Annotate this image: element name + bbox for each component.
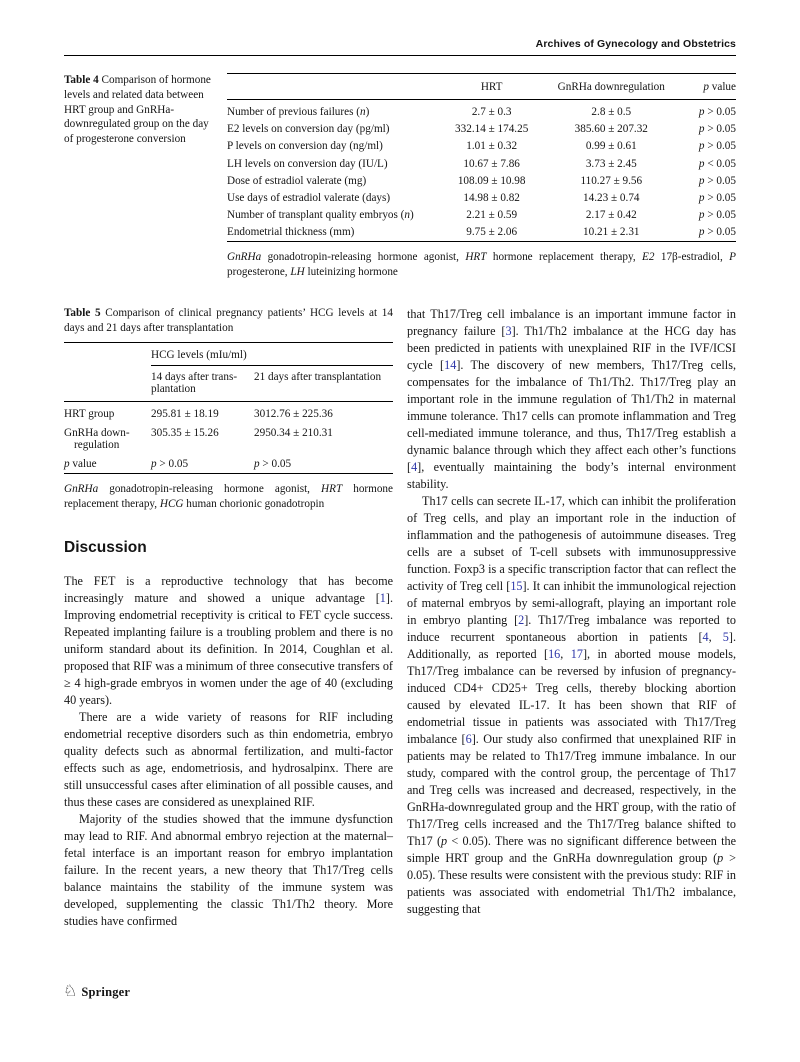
column-header-empty bbox=[227, 74, 436, 100]
column-header-hcg: HCG levels (mIu/ml) bbox=[151, 343, 393, 366]
text-segment: ]. Improving endometrial receptivity is critical to FET cycle success. Repeated implanting failure is a troubling problem and there is no uniform standard about its definition. In 2014, Coughlan et al. proposed that RIF was a minimum of three consecutive transfers of ≥ 4 high-grade embryos in women under the age of 40 (excluding 40 years). bbox=[64, 591, 393, 708]
table-row bbox=[227, 121, 736, 138]
text-segment: ]. Additionally, as reported [ bbox=[407, 629, 736, 661]
table-cell: 2.17 ± 0.42 bbox=[585, 209, 637, 222]
text-segment: > 0.05 bbox=[704, 140, 736, 153]
citation-link[interactable]: 17 bbox=[570, 646, 583, 661]
text-segment: HRT bbox=[321, 483, 343, 496]
column-header-hrt: HRT bbox=[480, 81, 503, 93]
text-segment: > 0.05 bbox=[704, 106, 736, 118]
table5 bbox=[64, 342, 393, 474]
text-segment: gonadotropin-releasing hormone agonist, bbox=[98, 483, 322, 496]
text-segment: 2950.34 ± 210.31 bbox=[254, 426, 333, 439]
text-segment: > 0.05 bbox=[704, 226, 736, 239]
table-row bbox=[64, 402, 393, 424]
text-segment: p bbox=[717, 850, 724, 865]
text-segment: > 0.05 bbox=[704, 209, 736, 222]
text-segment: HCG bbox=[159, 498, 184, 511]
row-label bbox=[227, 138, 436, 155]
citation-link[interactable]: 4 bbox=[702, 629, 709, 644]
text-segment: value bbox=[69, 457, 97, 470]
springer-wordmark: Springer bbox=[81, 984, 131, 999]
column-header-pvalue bbox=[675, 74, 736, 100]
discussion-heading: Discussion bbox=[64, 539, 147, 557]
text-segment: GnRHa bbox=[227, 250, 262, 263]
text-segment: Endometrial thickness (mm) bbox=[227, 226, 355, 239]
table5-caption bbox=[64, 306, 393, 335]
text-segment: Number of previous failures ( bbox=[227, 106, 360, 118]
table-row bbox=[227, 224, 736, 242]
body-paragraph bbox=[407, 306, 736, 493]
springer-horse-icon: ♘ bbox=[63, 983, 78, 1000]
text-segment: hormone replacement therapy, bbox=[486, 250, 643, 263]
text-segment: GnRHa bbox=[64, 483, 99, 496]
citation-link[interactable]: 3 bbox=[505, 323, 512, 338]
table-row bbox=[227, 207, 736, 224]
text-segment: human chorionic gonadotropin bbox=[183, 498, 325, 511]
citation-link[interactable]: 5 bbox=[722, 629, 729, 644]
text-segment: p bbox=[698, 209, 705, 222]
table5-footnote bbox=[64, 482, 393, 512]
table4-section bbox=[64, 73, 736, 280]
journal-name: Archives of Gynecology and Obstetrics bbox=[535, 38, 736, 50]
text-segment: progesterone, bbox=[227, 265, 291, 278]
text-segment: 305.35 ± 15.26 bbox=[151, 426, 219, 439]
row-label bbox=[64, 423, 151, 454]
body-paragraph bbox=[407, 493, 736, 918]
text-segment: p bbox=[698, 123, 705, 136]
table-cell: 2.21 ± 0.59 bbox=[466, 209, 518, 222]
text-segment: value bbox=[708, 81, 736, 93]
table-cell: 1.01 ± 0.32 bbox=[466, 140, 518, 153]
citation-link[interactable]: 15 bbox=[510, 578, 523, 593]
text-segment: ]. Th17/Treg imbalance was reported to induce recurrent spontaneous abortion in patients [ bbox=[407, 612, 736, 644]
table-cell bbox=[151, 423, 254, 454]
table-cell bbox=[254, 402, 393, 424]
text-segment: < 0.05 bbox=[704, 157, 736, 170]
text-segment: , bbox=[708, 629, 723, 644]
table-cell: 2.8 ± 0.5 bbox=[591, 106, 632, 118]
column-header-gnrha: GnRHa downregulation bbox=[557, 81, 665, 93]
table-cell: 0.99 ± 0.61 bbox=[585, 140, 637, 153]
table-cell bbox=[675, 189, 736, 206]
text-segment: > 0.05 bbox=[259, 457, 292, 470]
table-row bbox=[64, 423, 393, 454]
text-segment: HRT group bbox=[64, 408, 115, 421]
text-segment: p bbox=[441, 833, 448, 848]
text-segment: p bbox=[698, 106, 705, 118]
table-row bbox=[227, 155, 736, 172]
text-segment: E2 bbox=[642, 250, 655, 263]
citation-link[interactable]: 16 bbox=[548, 646, 561, 661]
table4-footnote bbox=[227, 250, 736, 280]
text-segment: > 0.05). These results were consistent with the previous study: RIF in patients was associated with endometrial Th1/Th2 imbalance, suggesting that bbox=[407, 850, 737, 916]
text-segment: 295.81 ± 18.19 bbox=[151, 408, 219, 421]
row-label bbox=[227, 189, 436, 206]
left-column bbox=[64, 306, 393, 930]
text-segment: luteinizing hormone bbox=[304, 265, 398, 278]
text-segment: Th17 cells can secrete IL-17, which can inhibit the proliferation of Treg cells, and play an important role in the induction of inflammation and the pathogenesis of autoimmune diseases. Treg cells are a subset of T-cell subsets with immunosuppressive function. Foxp3 is a specific transcription factor that can reflect the activity of Treg cell [ bbox=[407, 493, 736, 593]
body-paragraph bbox=[64, 709, 393, 811]
row-label bbox=[64, 454, 151, 473]
table5-span-header-row bbox=[64, 343, 393, 366]
table-row bbox=[64, 454, 393, 473]
text-segment: The FET is a reproductive technology that has become increasingly mature and showed a unique advantage [ bbox=[64, 574, 393, 606]
table-row bbox=[227, 138, 736, 155]
row-label bbox=[227, 224, 436, 242]
text-segment: > 0.05 bbox=[156, 457, 189, 470]
text-segment: p bbox=[698, 226, 705, 239]
table-row bbox=[227, 172, 736, 189]
text-segment: hormone replacement therapy, bbox=[64, 483, 393, 511]
text-segment: ]. Our study also confirmed that unexplained RIF in patients may be related to Th17/Treg immune imbalance. In our study, compared with the control group, the percentage of Th17 and Treg cells was increased and decreased, respectively, in the GnRHa-downregulated group and the HRT group, with the ratio of Th17/Treg cells increased and the Th17/Treg balance shifted to Th17 ( bbox=[407, 731, 737, 848]
text-segment: n bbox=[404, 209, 410, 222]
row-label bbox=[227, 207, 436, 224]
table-cell: 3.73 ± 2.45 bbox=[585, 157, 637, 170]
table-cell bbox=[675, 100, 736, 121]
column-header-empty bbox=[64, 343, 151, 366]
text-segment: ]. It can inhibit the immunological rejection of maternal embryos by semi-allograft, playing an important role in embryo planting [ bbox=[407, 578, 736, 627]
table-cell bbox=[151, 402, 254, 424]
text-segment: that Th17/Treg cell imbalance is an important immune factor in pregnancy failure [ bbox=[407, 306, 736, 338]
text-segment: gonadotropin-releasing hormone agonist, bbox=[261, 250, 466, 263]
text-segment: Number of transplant quality embryos ( bbox=[227, 209, 405, 222]
text-segment: LH levels on conversion day (IU/L) bbox=[227, 157, 388, 170]
table-cell bbox=[254, 454, 393, 473]
text-segment: p bbox=[254, 457, 260, 470]
text-segment: n bbox=[359, 106, 366, 118]
table4 bbox=[227, 73, 736, 242]
citation-link[interactable]: 4 bbox=[411, 459, 418, 474]
text-segment: HRT bbox=[465, 250, 487, 263]
row-label bbox=[64, 402, 151, 424]
text-segment: , bbox=[560, 646, 571, 661]
text-segment: ], in aborted mouse models, Th17/Treg imbalance can be reversed by infusion of pregnancy-induced CD4+ CD25+ Treg cells, thereby blocking abortion caused by elevated IL-17. It has been shown that RIF of endometrial tissue in patients was associated with Th17/Treg imbalance [ bbox=[407, 646, 736, 746]
column-header-14days: 14 days after trans- plantation bbox=[151, 371, 238, 396]
table4-caption bbox=[64, 73, 227, 280]
table4-caption-text: Comparison of hormone levels and related data between HRT group and GnRHa-downregulated group on the day of progesterone conversion bbox=[64, 74, 211, 146]
springer-logo bbox=[63, 984, 130, 1000]
table-cell bbox=[675, 224, 736, 242]
right-column bbox=[407, 306, 736, 930]
column-header-empty bbox=[64, 366, 151, 402]
text-segment: p bbox=[64, 457, 70, 470]
text-segment: > 0.05 bbox=[704, 174, 736, 187]
table-cell: 110.27 ± 9.56 bbox=[580, 174, 643, 187]
table4-header-row bbox=[227, 74, 736, 100]
text-segment: < 0.05). There was no significant difference between the simple HRT group and the GnRHa downregulation group ( bbox=[407, 833, 736, 865]
body-paragraph bbox=[64, 811, 393, 930]
text-segment: p bbox=[698, 157, 705, 170]
text-segment: > 0.05 bbox=[704, 123, 736, 136]
text-segment: ]. Th1/Th2 imbalance at the HCG day has been predicted in patients with unexplained RIF in the IVF/ICSI cycle [ bbox=[407, 323, 736, 372]
table-cell bbox=[675, 172, 736, 189]
text-segment: Use days of estradiol valerate (days) bbox=[227, 191, 391, 204]
text-segment: GnRHa down- regulation bbox=[64, 426, 130, 451]
table5-caption-text: Comparison of clinical pregnancy patients’ HCG levels at 14 days and 21 days after transplantation bbox=[64, 306, 393, 334]
table-cell: 332.14 ± 174.25 bbox=[455, 123, 529, 136]
citation-link[interactable]: 14 bbox=[444, 357, 457, 372]
table4-label: Table 4 bbox=[64, 74, 99, 86]
text-segment: 3012.76 ± 225.36 bbox=[254, 408, 333, 421]
text-segment: LH bbox=[290, 265, 305, 278]
header-rule bbox=[64, 55, 736, 56]
text-segment: ]. The discovery of new members, Th17/Treg cells, compensates for the imbalance of Th1/Th2. Th17/Treg play an important role in the immune regulation of Th1/Th2 in maternal immune tolerance. Th17 cells can promote inflammation and Treg cell-mediated immune tolerance, and thus, Th17/Treg establish a dynamic balance through which they affect each other’s functions [ bbox=[407, 357, 736, 474]
table-cell: 9.75 ± 2.06 bbox=[466, 226, 518, 239]
text-segment: 17β-estradiol, bbox=[654, 250, 730, 263]
table-cell bbox=[675, 138, 736, 155]
table-cell bbox=[675, 207, 736, 224]
text-segment: Majority of the studies showed that the immune dysfunction may lead to RIF. And abnormal embryo rejection at the maternal–fetal interface is an important reason for embryo implantation failure. In the recent years, a new theory that Th17/Treg cells balance maintains the stability of the immune system was developed, supplementing the classic Th1/Th2 theory. More studies have confirmed bbox=[64, 812, 393, 929]
text-segment: P bbox=[729, 250, 736, 263]
text-segment: P levels on conversion day (ng/ml) bbox=[227, 140, 383, 153]
table-cell: 14.23 ± 0.74 bbox=[583, 191, 640, 204]
table-cell: 108.09 ± 10.98 bbox=[457, 174, 526, 187]
citation-link[interactable]: 6 bbox=[465, 731, 472, 746]
text-segment: p bbox=[698, 174, 705, 187]
table-cell: 14.98 ± 0.82 bbox=[463, 191, 520, 204]
table-cell: 385.60 ± 207.32 bbox=[574, 123, 648, 136]
table-row bbox=[227, 189, 736, 206]
text-segment: There are a wide variety of reasons for RIF including endometrial receptive disorders such as thin endometria, embryo quality defects such as abnormal fertilization, and multi-factor effects such as age, endometriosis, and hydrosalpinx. There are still unsuccessful cases after elimination of all possible causes, and thus these cases are considered as unexplained RIF. bbox=[64, 710, 393, 810]
table-cell: 10.21 ± 2.31 bbox=[583, 226, 640, 239]
table-cell bbox=[254, 423, 393, 454]
text-segment: ) bbox=[410, 209, 414, 222]
row-label bbox=[227, 100, 436, 121]
table-cell bbox=[675, 121, 736, 138]
citation-link[interactable]: 1 bbox=[379, 591, 386, 606]
table5-subheader-row bbox=[64, 366, 393, 402]
body-paragraph bbox=[64, 573, 393, 709]
column-header-21days: 21 days after transplantation bbox=[254, 371, 382, 384]
text-segment: p bbox=[151, 457, 157, 470]
row-label bbox=[227, 121, 436, 138]
table-cell: 10.67 ± 7.86 bbox=[463, 157, 520, 170]
table5-label: Table 5 bbox=[64, 306, 101, 319]
table-row bbox=[227, 100, 736, 121]
table-cell bbox=[151, 454, 254, 473]
text-segment: p bbox=[703, 81, 709, 93]
text-segment: ) bbox=[365, 106, 370, 118]
text-segment: > 0.05 bbox=[704, 191, 736, 204]
table-cell: 2.7 ± 0.3 bbox=[471, 106, 512, 118]
table-cell bbox=[675, 155, 736, 172]
text-segment: Dose of estradiol valerate (mg) bbox=[227, 174, 367, 187]
text-segment: E2 levels on conversion day (pg/ml) bbox=[227, 123, 390, 136]
text-segment: ], eventually maintaining the body’s internal environment stability. bbox=[407, 459, 736, 491]
citation-link[interactable]: 2 bbox=[518, 612, 525, 627]
row-label bbox=[227, 172, 436, 189]
text-segment: p bbox=[698, 140, 705, 153]
row-label bbox=[227, 155, 436, 172]
text-segment: p bbox=[698, 191, 705, 204]
